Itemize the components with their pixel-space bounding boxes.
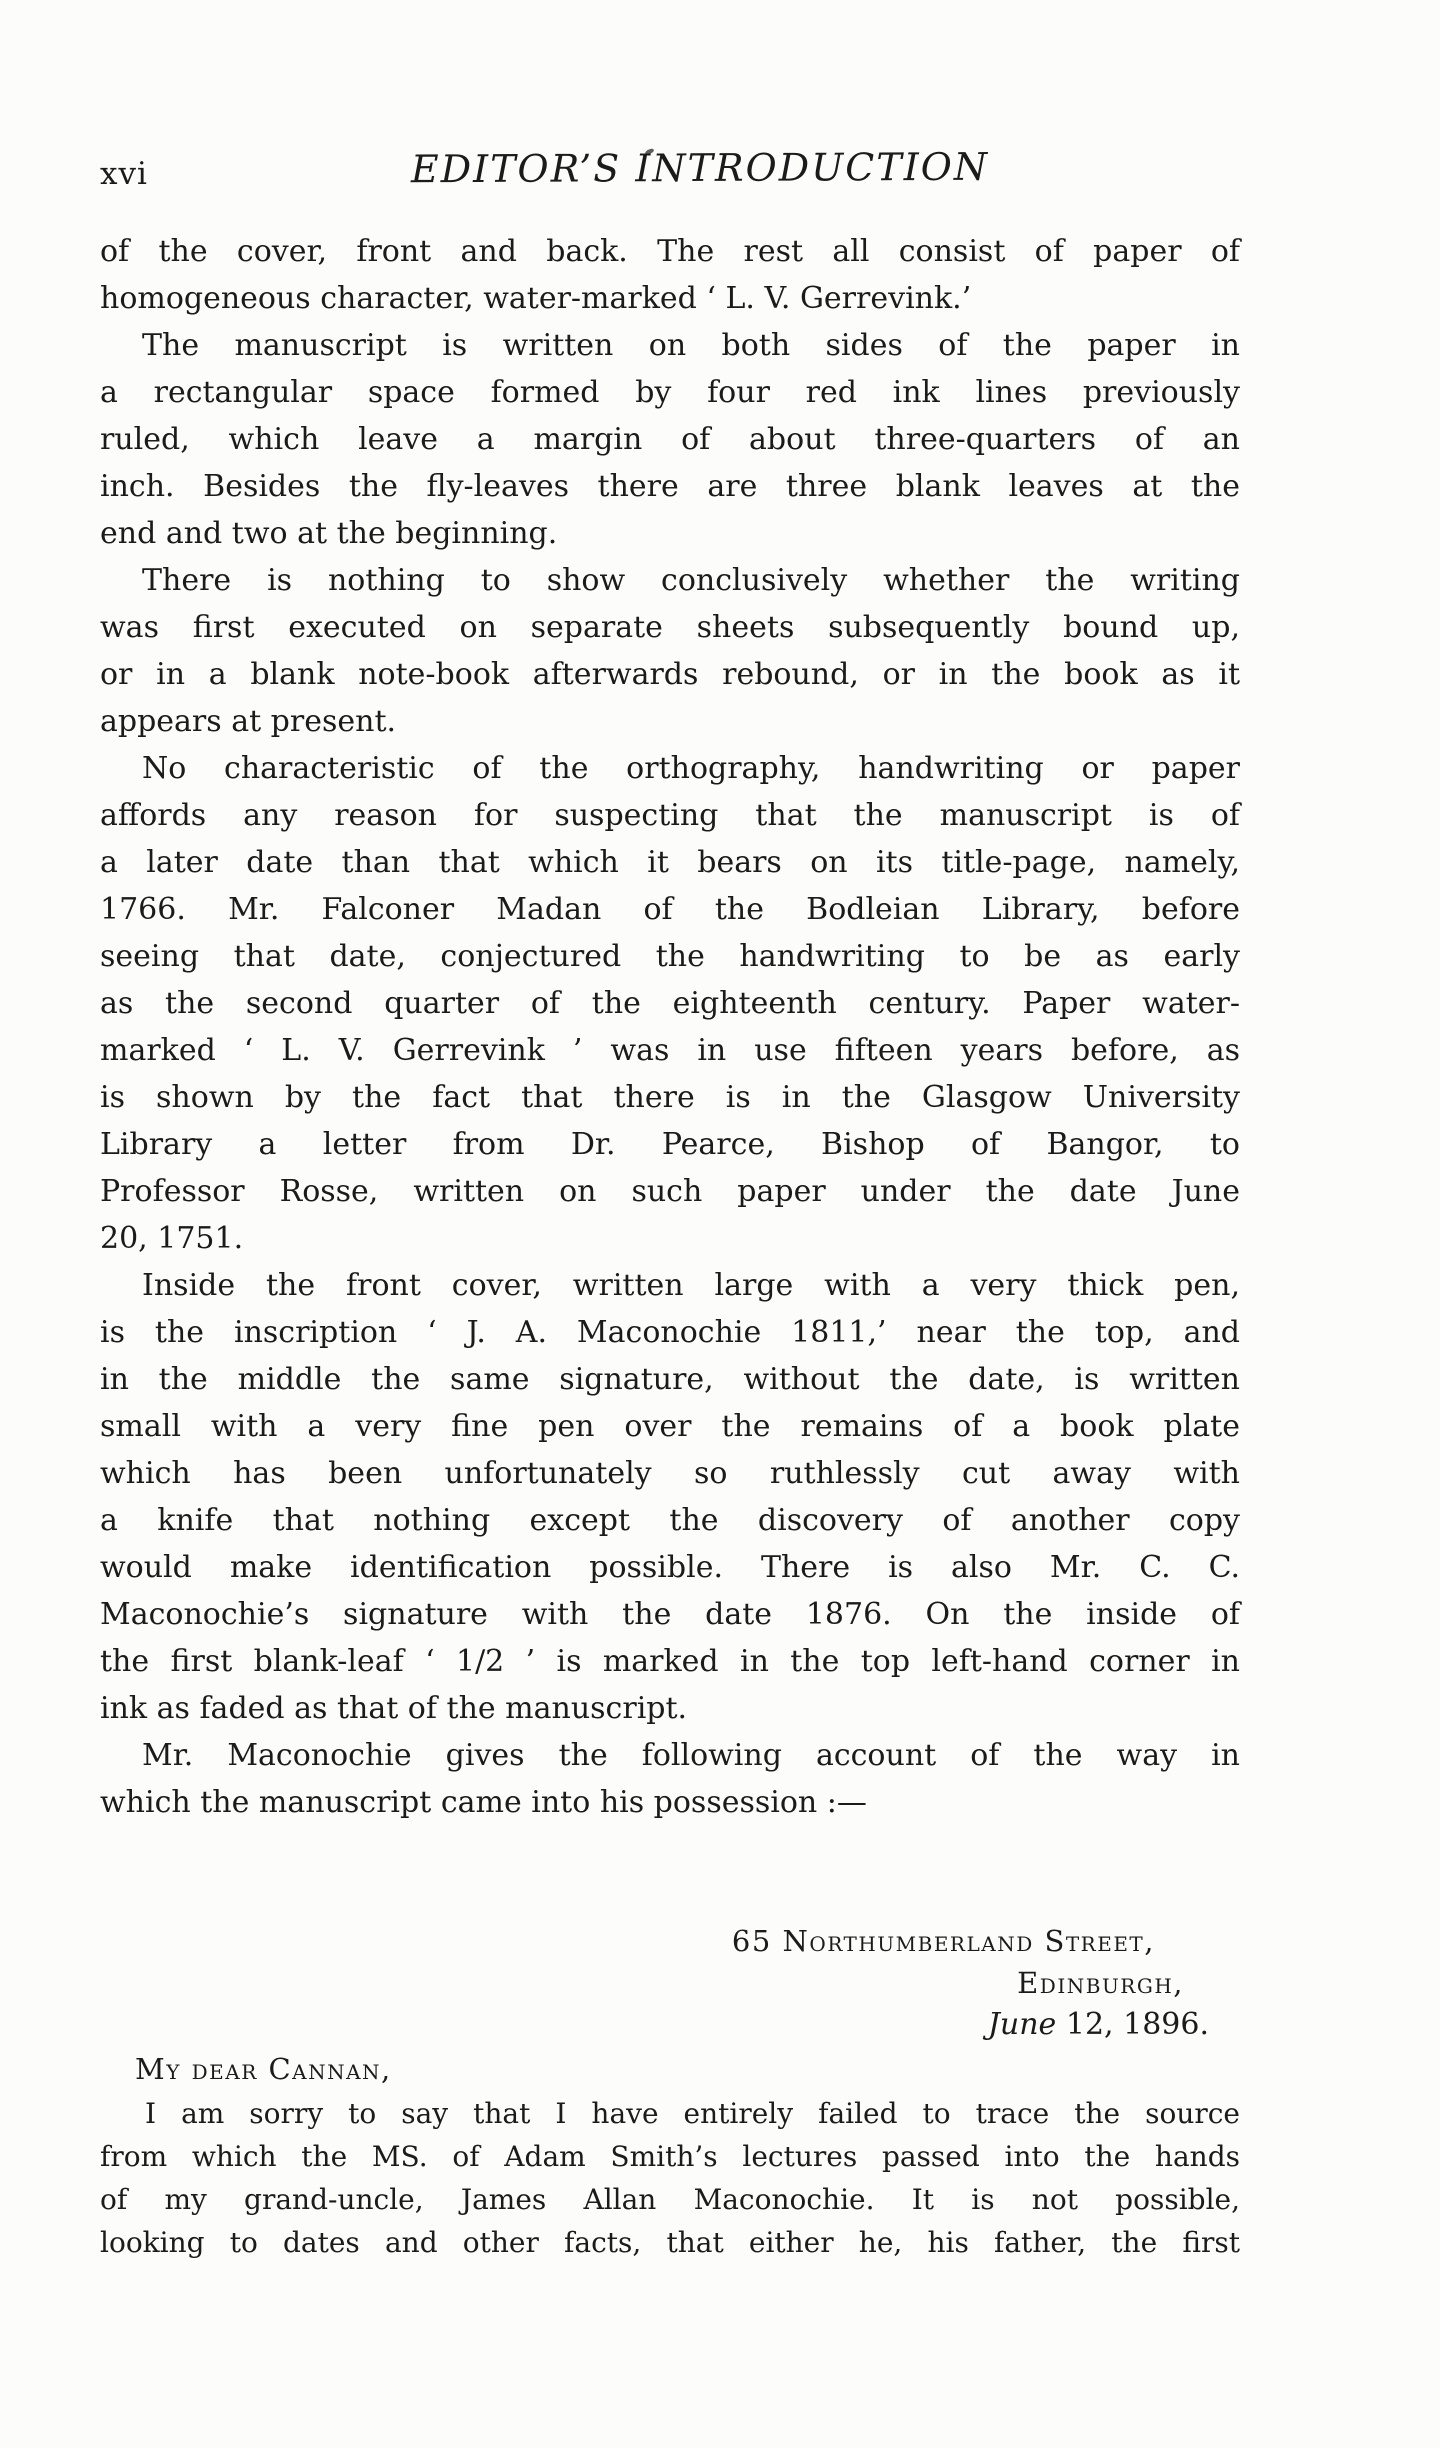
letter-block [100,1920,1240,2264]
text-line: There is nothing to show conclusively whether the writing [142,563,1240,598]
letter-address-line: Edinburgh, [1017,1966,1184,2000]
text-line: homogeneous character, water-marked ‘ L. V. Gerrevink.’ [100,281,972,316]
text-line: 1766. Mr. Falconer Madan of the Bodleian Library, before [100,892,1240,927]
text-line: which has been unfortunately so ruthlessly cut away with [100,1456,1240,1491]
body-text [100,228,1240,1826]
letter-body [100,2092,1240,2264]
letter-salutation: My dear Cannan, [135,2052,392,2086]
text-line: ink as faded as that of the manuscript. [100,1691,688,1726]
text-line: inch. Besides the fly-leaves there are three blank leaves at the [100,469,1240,504]
text-line: Library a letter from Dr. Pearce, Bishop of Bangor, to [100,1127,1240,1162]
text-line: was first executed on separate sheets subsequently bound up, [100,610,1240,645]
text-line: seeing that date, conjectured the handwriting to be as early [100,939,1240,974]
text-line: a knife that nothing except the discovery of another copy [100,1503,1240,1538]
text-line: is the inscription ‘ J. A. Maconochie 1811,’ near the top, and [100,1315,1240,1350]
text-line: appears at present. [100,704,397,739]
letter-date-month: June [987,2007,1057,2042]
text-line: a rectangular space formed by four red ink lines previously [100,375,1240,410]
text-line: Mr. Maconochie gives the following account of the way in [142,1738,1240,1773]
letter-date-rest: 12, 1896. [1056,2007,1209,2042]
text-line: would make identification possible. There is also Mr. C. C. [100,1550,1240,1585]
text-line: which the manuscript came into his possession :— [100,1785,867,1820]
running-title: EDITOR’S INTRODUCTION [410,144,990,192]
text-line: in the middle the same signature, without the date, is written [100,1362,1240,1397]
text-line: a later date than that which it bears on its title-page, namely, [100,845,1240,880]
page-header [100,146,1240,200]
text-line: is shown by the fact that there is in the Glasgow University [100,1080,1240,1115]
text-line: affords any reason for suspecting that the manuscript is of [100,798,1240,833]
text-line: from which the MS. of Adam Smith’s lectures passed into the hands [100,2140,1240,2173]
text-line: No characteristic of the orthography, handwriting or paper [142,751,1240,786]
text-line: of my grand-uncle, James Allan Maconochie. It is not possible, [100,2183,1240,2216]
text-line: of the cover, front and back. The rest all consist of paper of [100,234,1240,269]
text-line: end and two at the beginning. [100,516,558,551]
page-number: xvi [100,156,148,192]
text-line: the first blank-leaf ‘ 1/2 ’ is marked in the top left-hand corner in [100,1644,1240,1679]
letter-date-line [100,2004,1240,2046]
text-line: ruled, which leave a margin of about three-quarters of an [100,422,1240,457]
text-line: The manuscript is written on both sides of the paper in [142,328,1240,363]
letter-address [100,1920,1240,2004]
text-line: Maconochie’s signature with the date 1876. On the inside of [100,1597,1240,1632]
text-line: as the second quarter of the eighteenth century. Paper water- [100,986,1240,1021]
text-line: Inside the front cover, written large with a very thick pen, [142,1268,1240,1303]
text-line: marked ‘ L. V. Gerrevink ’ was in use fifteen years before, as [100,1033,1240,1068]
text-line: Professor Rosse, written on such paper under the date June [100,1174,1240,1209]
text-line: I am sorry to say that I have entirely failed to trace the source [145,2097,1240,2130]
text-line: 20, 1751. [100,1221,244,1256]
text-line: looking to dates and other facts, that either he, his father, the first [100,2226,1240,2259]
text-line: or in a blank note-book afterwards rebound, or in the book as it [100,657,1240,692]
letter-address-line: 65 Northumberland Street, [731,1924,1155,1958]
text-line: small with a very fine pen over the remains of a book plate [100,1409,1240,1444]
